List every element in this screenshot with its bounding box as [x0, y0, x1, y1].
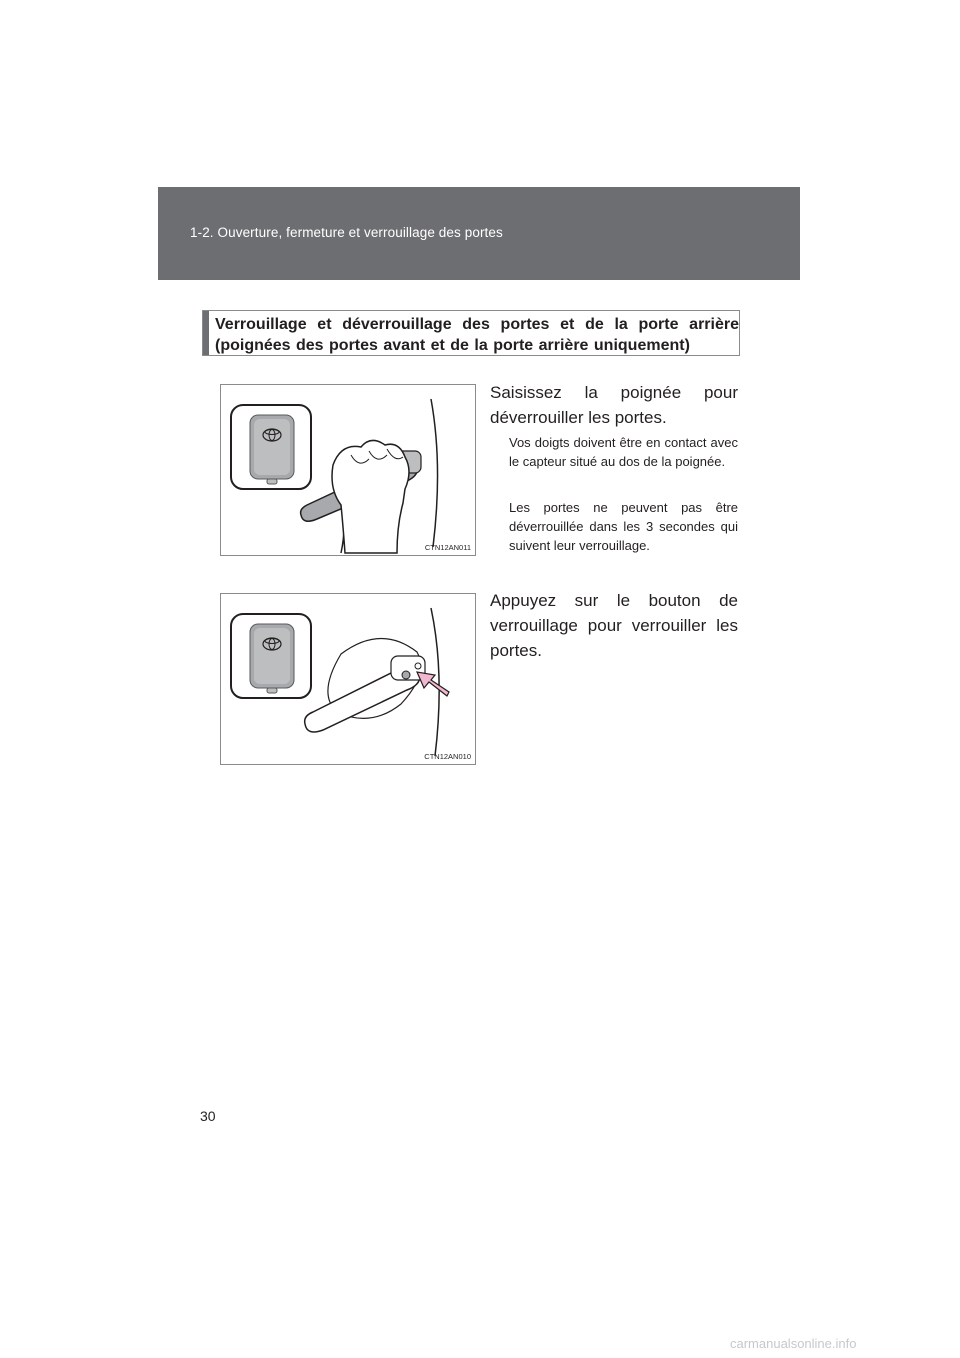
figure-code: CTN12AN011	[424, 543, 471, 552]
hand-illustration	[332, 440, 409, 553]
section-title: Verrouillage et déverrouillage des portes et de la porte arrière (poignées des portes avant et de la porte arrière uniquement)	[215, 316, 739, 354]
lock-button	[402, 671, 410, 679]
section-accent-bar	[203, 311, 209, 355]
step-lock-text: Appuyez sur le bouton de verrouillage pour verrouiller les portes.	[490, 591, 738, 660]
step-unlock-note-delay: Les portes ne peuvent pas être déverrouillée dans les 3 secondes qui suivent leur verrouillage.	[509, 500, 738, 553]
section-heading-box	[202, 310, 740, 356]
page-number: 30	[200, 1108, 216, 1124]
chapter-section-label: 1-2. Ouverture, fermeture et verrouillage des portes	[190, 225, 503, 240]
illustration-hand-grip-handle	[221, 385, 477, 557]
figure-lock-button	[220, 593, 476, 765]
figure-unlock-grip-handle	[220, 384, 476, 556]
chapter-header	[158, 187, 800, 280]
illustration-press-lock-button	[221, 594, 477, 766]
figure-code: CTN12AN010	[424, 752, 471, 761]
step-unlock-text: Saisissez la poignée pour déverrouiller les portes.	[490, 383, 738, 427]
press-arrow-icon	[417, 672, 449, 696]
step-unlock-note-sensor: Vos doigts doivent être en contact avec le capteur situé au dos de la poignée.	[509, 435, 738, 469]
watermark: carmanualsonline.info	[730, 1336, 857, 1351]
